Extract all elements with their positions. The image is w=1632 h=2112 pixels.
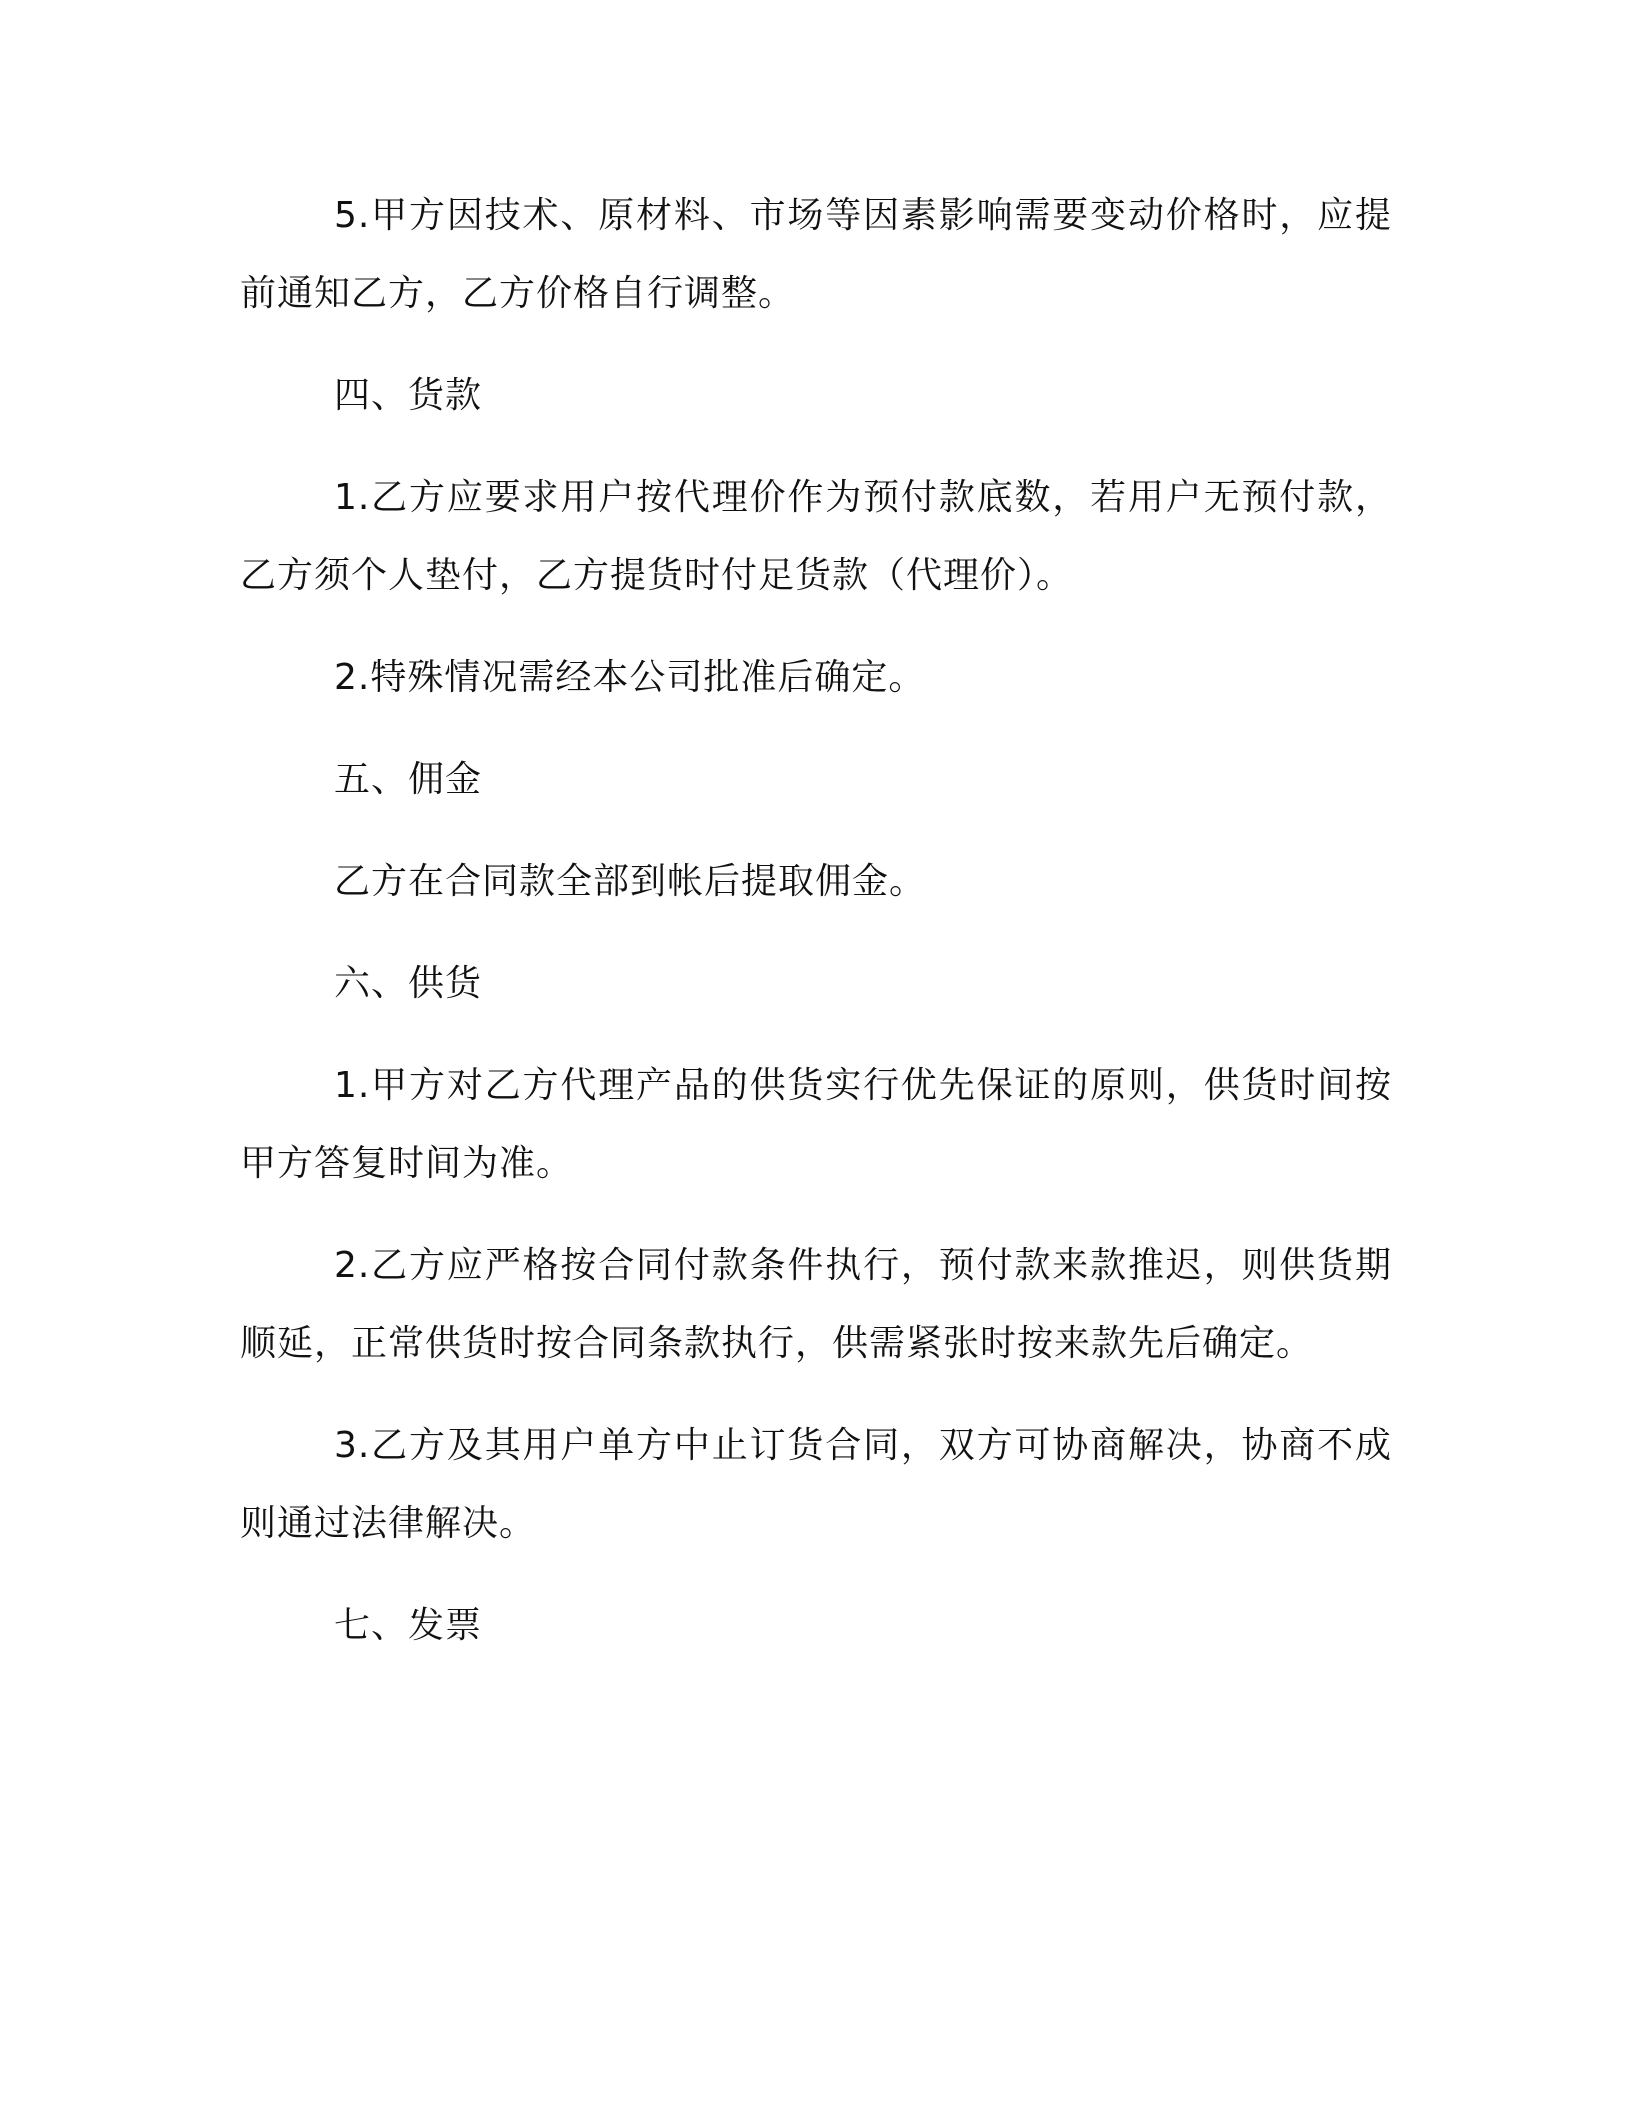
payment-clause-1-line-1: 1.乙方应要求用户按代理价作为预付款底数，若用户无预付款， [334, 477, 1392, 518]
clause-5-line-1: 5.甲方因技术、原材料、市场等因素影响需要变动价格时，应提 [334, 195, 1392, 236]
section-heading-commission: 五、佣金 [334, 759, 483, 800]
commission-clause: 乙方在合同款全部到帐后提取佣金。 [334, 861, 927, 902]
payment-clause-1-line-2: 乙方须个人垫付，乙方提货时付足货款（代理价）。 [240, 555, 1074, 596]
section-heading-invoice: 七、发票 [334, 1605, 483, 1646]
section-heading-payment: 四、货款 [334, 375, 483, 416]
payment-clause-2: 2.特殊情况需经本公司批准后确定。 [334, 657, 926, 698]
section-heading-supply: 六、供货 [334, 963, 483, 1004]
supply-clause-3-line-2: 则通过法律解决。 [240, 1503, 537, 1544]
supply-clause-1-line-2: 甲方答复时间为准。 [240, 1143, 574, 1184]
supply-clause-2-line-1: 2.乙方应严格按合同付款条件执行，预付款来款推迟，则供货期 [334, 1245, 1392, 1286]
supply-clause-2-line-2: 顺延，正常供货时按合同条款执行，供需紧张时按来款先后确定。 [240, 1323, 1314, 1364]
supply-clause-1-line-1: 1.甲方对乙方代理产品的供货实行优先保证的原则，供货时间按 [334, 1065, 1392, 1106]
clause-5-line-2: 前通知乙方，乙方价格自行调整。 [240, 273, 796, 314]
supply-clause-3-line-1: 3.乙方及其用户单方中止订货合同，双方可协商解决，协商不成 [334, 1425, 1392, 1466]
